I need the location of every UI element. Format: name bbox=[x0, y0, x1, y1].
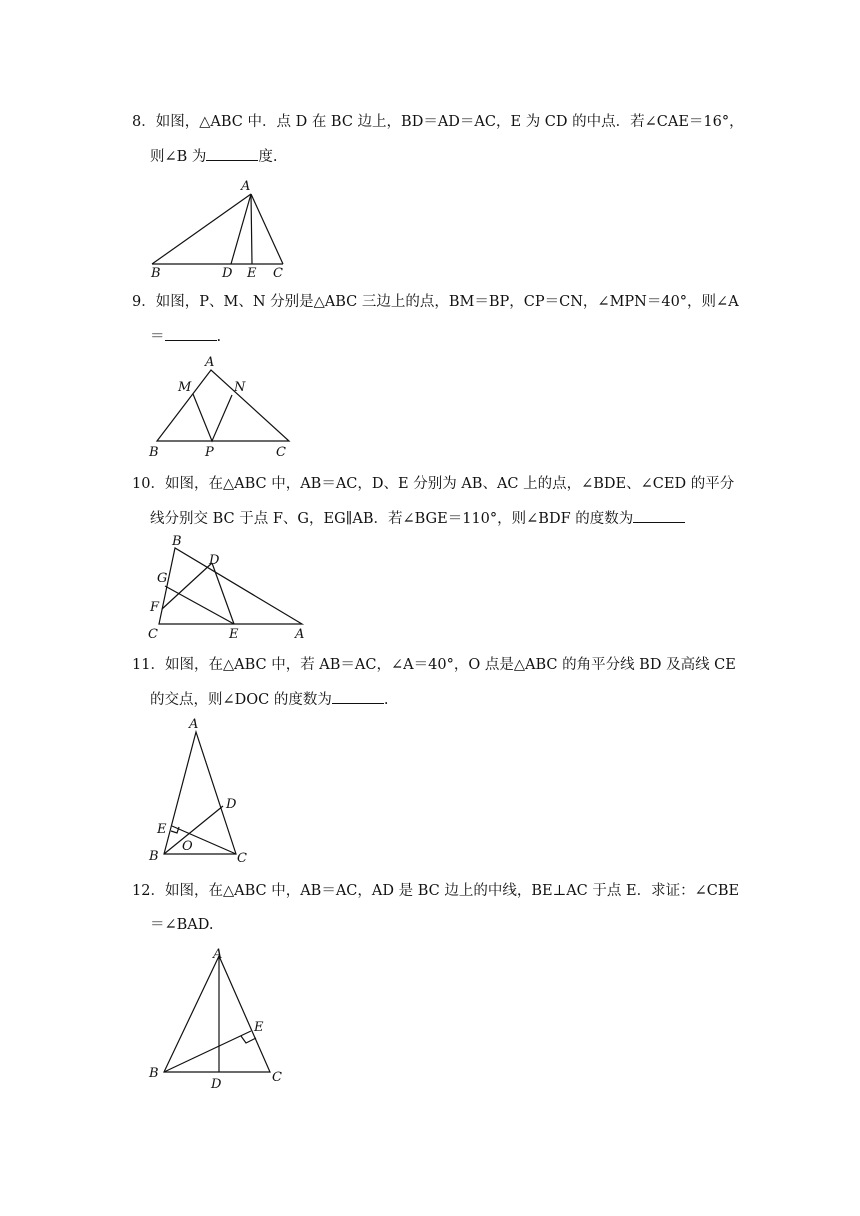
q10-label-c: C bbox=[148, 627, 158, 642]
q9-label-c: C bbox=[276, 445, 286, 460]
q10-label-e: E bbox=[229, 627, 239, 642]
question-12-line-1: 12．如图，在△ABC 中，AB＝AC，AD 是 BC 边上的中线，BE⊥AC 于点 E．求证：∠CBE bbox=[132, 883, 740, 899]
q9-label-b: B bbox=[149, 445, 159, 460]
q9-label-p: P bbox=[205, 445, 214, 460]
q8-label-c: C bbox=[273, 266, 283, 281]
question-10-line-1: 10．如图，在△ABC 中，AB＝AC，D、E 分别为 AB、AC 上的点，∠BDE、∠CED 的平分 bbox=[132, 476, 735, 492]
q9-text-after: . bbox=[216, 329, 222, 345]
question-9-line-1: 9．如图，P、M、N 分别是△ABC 三边上的点，BM＝BP，CP＝CN，∠MPN＝40°，则∠A bbox=[132, 294, 739, 310]
q12-label-e: E bbox=[254, 1020, 264, 1035]
q12-label-a: A bbox=[213, 947, 223, 962]
q10-label-d: D bbox=[209, 553, 220, 568]
q10-label-b: B bbox=[172, 534, 182, 549]
q8-text-before: 则∠B 为 bbox=[150, 149, 207, 165]
q12-right-angle-mark bbox=[241, 1036, 256, 1043]
q11-label-b: B bbox=[149, 849, 159, 864]
q11-label-a: A bbox=[189, 717, 199, 732]
question-11-line-1: 11．如图，在△ABC 中，若 AB＝AC，∠A＝40°，O 点是△ABC 的角平分线 BD 及高线 CE bbox=[132, 657, 736, 673]
q10-label-a: A bbox=[295, 627, 305, 642]
q11-text-after: . bbox=[383, 692, 389, 708]
q9-label-a: A bbox=[205, 355, 215, 370]
q10-text-before: 线分别交 BC 于点 F、G，EG∥AB．若∠BGE＝110°，则∠BDF 的度数为 bbox=[150, 511, 634, 527]
q8-label-b: B bbox=[151, 266, 161, 281]
q11-text-before: 的交点，则∠DOC 的度数为 bbox=[150, 692, 332, 708]
q8-label-d: D bbox=[222, 266, 233, 281]
q10-label-f: F bbox=[150, 600, 160, 615]
q11-label-c: C bbox=[237, 851, 247, 866]
q9-label-n: N bbox=[234, 380, 246, 395]
q8-label-e: E bbox=[247, 266, 257, 281]
q12-label-c: C bbox=[272, 1070, 282, 1085]
q11-label-e: E bbox=[157, 822, 167, 837]
q9-label-m: M bbox=[178, 380, 192, 395]
q10-label-g: G bbox=[157, 571, 168, 586]
q8-label-a: A bbox=[241, 179, 251, 194]
q8-text-after: 度. bbox=[258, 149, 278, 165]
q11-label-d: D bbox=[226, 797, 237, 812]
question-12-line-2: ＝∠BAD. bbox=[150, 917, 214, 933]
q12-label-d: D bbox=[211, 1077, 222, 1092]
q11-label-o: O bbox=[182, 839, 193, 854]
q9-text-before: ＝ bbox=[150, 329, 165, 345]
question-8-line-1: 8．如图，△ABC 中．点 D 在 BC 边上，BD＝AD＝AC，E 为 CD 的中点．若∠CAE＝16°， bbox=[132, 114, 744, 130]
q12-triangle-abc bbox=[164, 956, 270, 1072]
q12-label-b: B bbox=[149, 1066, 159, 1081]
q12-segment-be bbox=[164, 1031, 251, 1072]
